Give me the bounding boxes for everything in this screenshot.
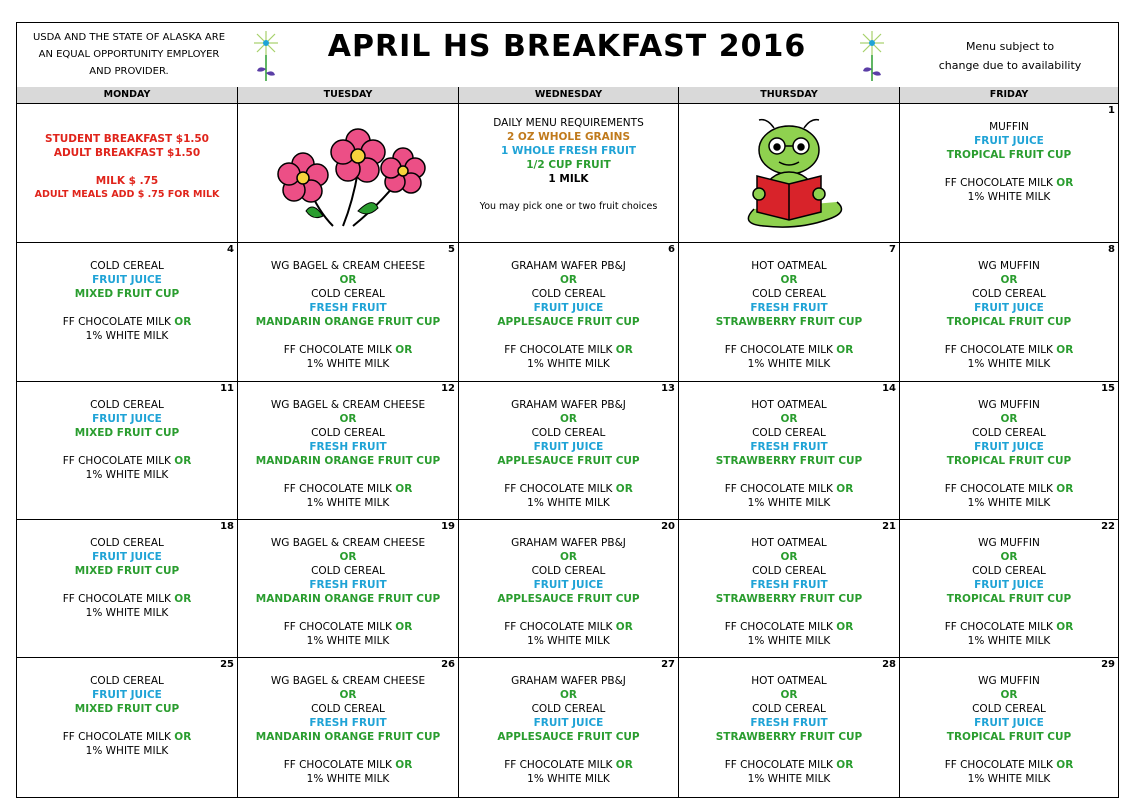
date-number: 25 xyxy=(220,659,234,670)
date-number: 4 xyxy=(227,244,234,255)
day-cell: 12 WG BAGEL & CREAM CHEESE OR COLD CEREAL FRESH FRUIT MANDARIN ORANGE FRUIT CUP FF CHOCOLATE MILK OR 1% WHITE MILK xyxy=(238,382,459,519)
day-header: THURSDAY xyxy=(679,87,900,103)
requirements-cell: DAILY MENU REQUIREMENTS 2 OZ WHOLE GRAINS 1 WHOLE FRESH FRUIT 1/2 CUP FRUIT 1 MILK You may pick one or two fruit choices xyxy=(459,104,679,242)
menu-header xyxy=(17,23,1118,88)
date-number: 27 xyxy=(661,659,675,670)
day-cell: 19 WG BAGEL & CREAM CHEESE OR COLD CEREAL FRESH FRUIT MANDARIN ORANGE FRUIT CUP FF CHOCOLATE MILK OR 1% WHITE MILK xyxy=(238,520,459,657)
availability-note: Menu subject to change due to availability xyxy=(938,40,1082,72)
day-header: MONDAY xyxy=(17,87,238,103)
week-row xyxy=(17,520,1118,658)
date-number: 29 xyxy=(1101,659,1115,670)
prices-cell: STUDENT BREAKFAST $1.50 ADULT BREAKFAST $1.50 MILK $ .75 ADULT MEALS ADD $ .75 FOR MILK xyxy=(17,104,238,242)
equal-opportunity-notice: USDA AND THE STATE OF ALASKA ARE AN EQUAL OPPORTUNITY EMPLOYER AND PROVIDER. xyxy=(32,32,226,77)
date-number: 8 xyxy=(1108,244,1115,255)
day-cell: 26 WG BAGEL & CREAM CHEESE OR COLD CEREAL FRESH FRUIT MANDARIN ORANGE FRUIT CUP FF CHOCOLATE MILK OR 1% WHITE MILK xyxy=(238,658,459,797)
day-cell: 15 WG MUFFIN OR COLD CEREAL FRUIT JUICE TROPICAL FRUIT CUP FF CHOCOLATE MILK OR 1% WHITE MILK xyxy=(944,383,1115,509)
date-number: 6 xyxy=(668,244,675,255)
day-cell: 25 COLD CEREAL FRUIT JUICE MIXED FRUIT CUP FF CHOCOLATE MILK OR 1% WHITE MILK xyxy=(17,658,238,797)
bookworm-reading-clipart xyxy=(719,114,859,234)
bookworm-cell xyxy=(679,104,900,242)
day-cell: 28 HOT OATMEAL OR COLD CEREAL FRESH FRUIT STRAWBERRY FRUIT CUP FF CHOCOLATE MILK OR 1% WHITE MILK xyxy=(679,658,900,797)
date-number: 14 xyxy=(882,383,896,394)
day-cell: 13 GRAHAM WAFER PB&J OR COLD CEREAL FRUIT JUICE APPLESAUCE FRUIT CUP FF CHOCOLATE MILK OR 1% WHITE MILK xyxy=(459,382,679,519)
day-cell: 22 WG MUFFIN OR COLD CEREAL FRUIT JUICE TROPICAL FRUIT CUP FF CHOCOLATE MILK OR 1% WHITE MILK xyxy=(944,521,1115,647)
date-number: 12 xyxy=(441,383,455,394)
date-number: 18 xyxy=(220,521,234,532)
pink-flowers-clipart xyxy=(258,116,438,236)
date-number: 1 xyxy=(1108,105,1115,116)
date-number: 22 xyxy=(1101,521,1115,532)
date-number: 28 xyxy=(882,659,896,670)
day-header: FRIDAY xyxy=(989,89,1029,100)
day-cell: 7 HOT OATMEAL OR COLD CEREAL FRESH FRUIT STRAWBERRY FRUIT CUP FF CHOCOLATE MILK OR 1% WHITE MILK xyxy=(679,243,900,381)
date-number: 21 xyxy=(882,521,896,532)
date-number: 13 xyxy=(661,383,675,394)
dandelion-icon xyxy=(251,29,281,83)
day-cell: 21 HOT OATMEAL OR COLD CEREAL FRESH FRUIT STRAWBERRY FRUIT CUP FF CHOCOLATE MILK OR 1% WHITE MILK xyxy=(679,520,900,657)
week-row xyxy=(17,243,1118,382)
day-cell: 1 MUFFIN FRUIT JUICE TROPICAL FRUIT CUP FF CHOCOLATE MILK OR 1% WHITE MILK xyxy=(944,105,1115,203)
day-cell: 18 COLD CEREAL FRUIT JUICE MIXED FRUIT CUP FF CHOCOLATE MILK OR 1% WHITE MILK xyxy=(17,520,238,657)
dandelion-icon xyxy=(857,29,887,83)
date-number: 7 xyxy=(889,244,896,255)
day-cell: 27 GRAHAM WAFER PB&J OR COLD CEREAL FRUIT JUICE APPLESAUCE FRUIT CUP FF CHOCOLATE MILK OR 1% WHITE MILK xyxy=(459,658,679,797)
week-row xyxy=(17,658,1118,797)
date-number: 20 xyxy=(661,521,675,532)
day-header: WEDNESDAY xyxy=(459,87,679,103)
date-number: 19 xyxy=(441,521,455,532)
menu-calendar xyxy=(16,22,1119,798)
date-number: 11 xyxy=(220,383,234,394)
date-number: 5 xyxy=(448,244,455,255)
day-cell: 29 WG MUFFIN OR COLD CEREAL FRUIT JUICE TROPICAL FRUIT CUP FF CHOCOLATE MILK OR 1% WHITE MILK xyxy=(944,659,1115,785)
week-row xyxy=(17,382,1118,520)
day-cell: 20 GRAHAM WAFER PB&J OR COLD CEREAL FRUIT JUICE APPLESAUCE FRUIT CUP FF CHOCOLATE MILK OR 1% WHITE MILK xyxy=(459,520,679,657)
date-number: 15 xyxy=(1101,383,1115,394)
calendar-grid xyxy=(17,104,1118,797)
day-cell: 14 HOT OATMEAL OR COLD CEREAL FRESH FRUIT STRAWBERRY FRUIT CUP FF CHOCOLATE MILK OR 1% WHITE MILK xyxy=(679,382,900,519)
weekday-header-row xyxy=(17,87,1118,104)
day-cell: 5 WG BAGEL & CREAM CHEESE OR COLD CEREAL FRESH FRUIT MANDARIN ORANGE FRUIT CUP FF CHOCOLATE MILK OR 1% WHITE MILK xyxy=(238,243,459,381)
date-number: 26 xyxy=(441,659,455,670)
page-title: APRIL HS BREAKFAST 2016 xyxy=(327,29,807,64)
flowers-cell xyxy=(238,104,459,242)
day-cell: 8 WG MUFFIN OR COLD CEREAL FRUIT JUICE TROPICAL FRUIT CUP FF CHOCOLATE MILK OR 1% WHITE MILK xyxy=(944,244,1115,370)
day-cell: 4 COLD CEREAL FRUIT JUICE MIXED FRUIT CUP FF CHOCOLATE MILK OR 1% WHITE MILK xyxy=(17,243,238,381)
day-cell: 6 GRAHAM WAFER PB&J OR COLD CEREAL FRUIT JUICE APPLESAUCE FRUIT CUP FF CHOCOLATE MILK OR 1% WHITE MILK xyxy=(459,243,679,381)
day-cell: 11 COLD CEREAL FRUIT JUICE MIXED FRUIT CUP FF CHOCOLATE MILK OR 1% WHITE MILK xyxy=(17,382,238,519)
day-header: TUESDAY xyxy=(238,87,459,103)
week-row xyxy=(17,104,1118,243)
